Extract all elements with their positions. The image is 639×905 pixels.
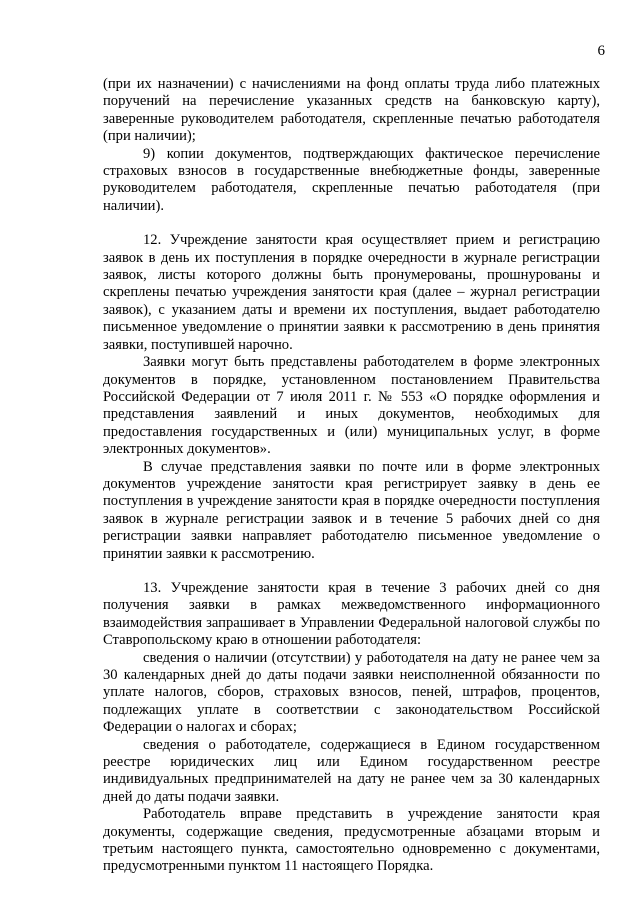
paragraph-registry-info: сведения о работодателе, содержащиеся в Едином государственном реестре юридических лиц или Едином государственном реестре индивидуальных предпринимателей на дату не ранее чем за 30 календарных дней до даты подачи заявки. (103, 736, 600, 805)
paragraph-continuation: (при их назначении) с начислениями на фонд оплаты труда либо платежных поручений на перечисление указанных средств на банковскую карту), заверенные руководителем работодателя, скрепленные печатью работодателя (при наличии); (103, 76, 600, 145)
paragraph-section-13: 13. Учреждение занятости края в течение 3 рабочих дней со дня получения заявки в рамках межведомственного информационного взаимодействия запрашивает в Управлении Федеральной налоговой службы по Ставропольскому краю в отношении работодателя: (103, 579, 600, 649)
paragraph-postal-submission: В случае представления заявки по почте или в форме электронных документов учреждение занятости края регистрирует заявку в день ее поступления в учреждение занятости края в порядке очередности поступления заявок в журнале регистрации заявок и в течение 5 рабочих дней со дня регистрации заявки направляет работодателю письменное уведомление о принятии заявки к рассмотрению. (103, 458, 600, 562)
page-number: 6 (597, 43, 605, 59)
paragraph-electronic-documents: Заявки могут быть представлены работодателем в форме электронных документов в порядке, установленном постановлением Правительства Российской Федерации от 7 июля 2011 г. № 553 «О порядке оформления и представления заявлений и иных документов, необходимых для предоставления государственных и (или) муниципальных услуг, в форме электронных документов». (103, 354, 600, 458)
paragraph-tax-debt-info: сведения о наличии (отсутствии) у работодателя на дату не ранее чем за 30 календарных дней до даты подачи заявки неисполненной обязанности по уплате налогов, сборов, страховых взносов, пеней, штрафов, процентов, подлежащих уплате в соответствии с законодательством Российской Федерации о налогах и сборах; (103, 649, 600, 736)
document-body (103, 76, 600, 876)
paragraph-item-9: 9) копии документов, подтверждающих фактическое перечисление страховых взносов в государственные внебюджетные фонды, заверенные руководителем работодателя, скрепленные печатью работодателя (при наличии). (103, 145, 600, 214)
paragraph-employer-right: Работодатель вправе представить в учреждение занятости края документы, содержащие сведения, предусмотренные абзацами вторым и третьим настоящего пункта, самостоятельно одновременно с документами, предусмотренными пунктом 11 настоящего Порядка. (103, 806, 600, 875)
paragraph-section-12: 12. Учреждение занятости края осуществляет прием и регистрацию заявок в день их поступления в порядке очередности в журнале регистрации заявок, листы которого должны быть пронумерованы, прошнурованы и скреплены печатью учреждения занятости края (далее – журнал регистрации заявок), с указанием даты и времени их поступления, выдает работодателю письменное уведомление о принятии заявки к рассмотрению в день принятия заявки, поступившей нарочно. (103, 232, 600, 353)
